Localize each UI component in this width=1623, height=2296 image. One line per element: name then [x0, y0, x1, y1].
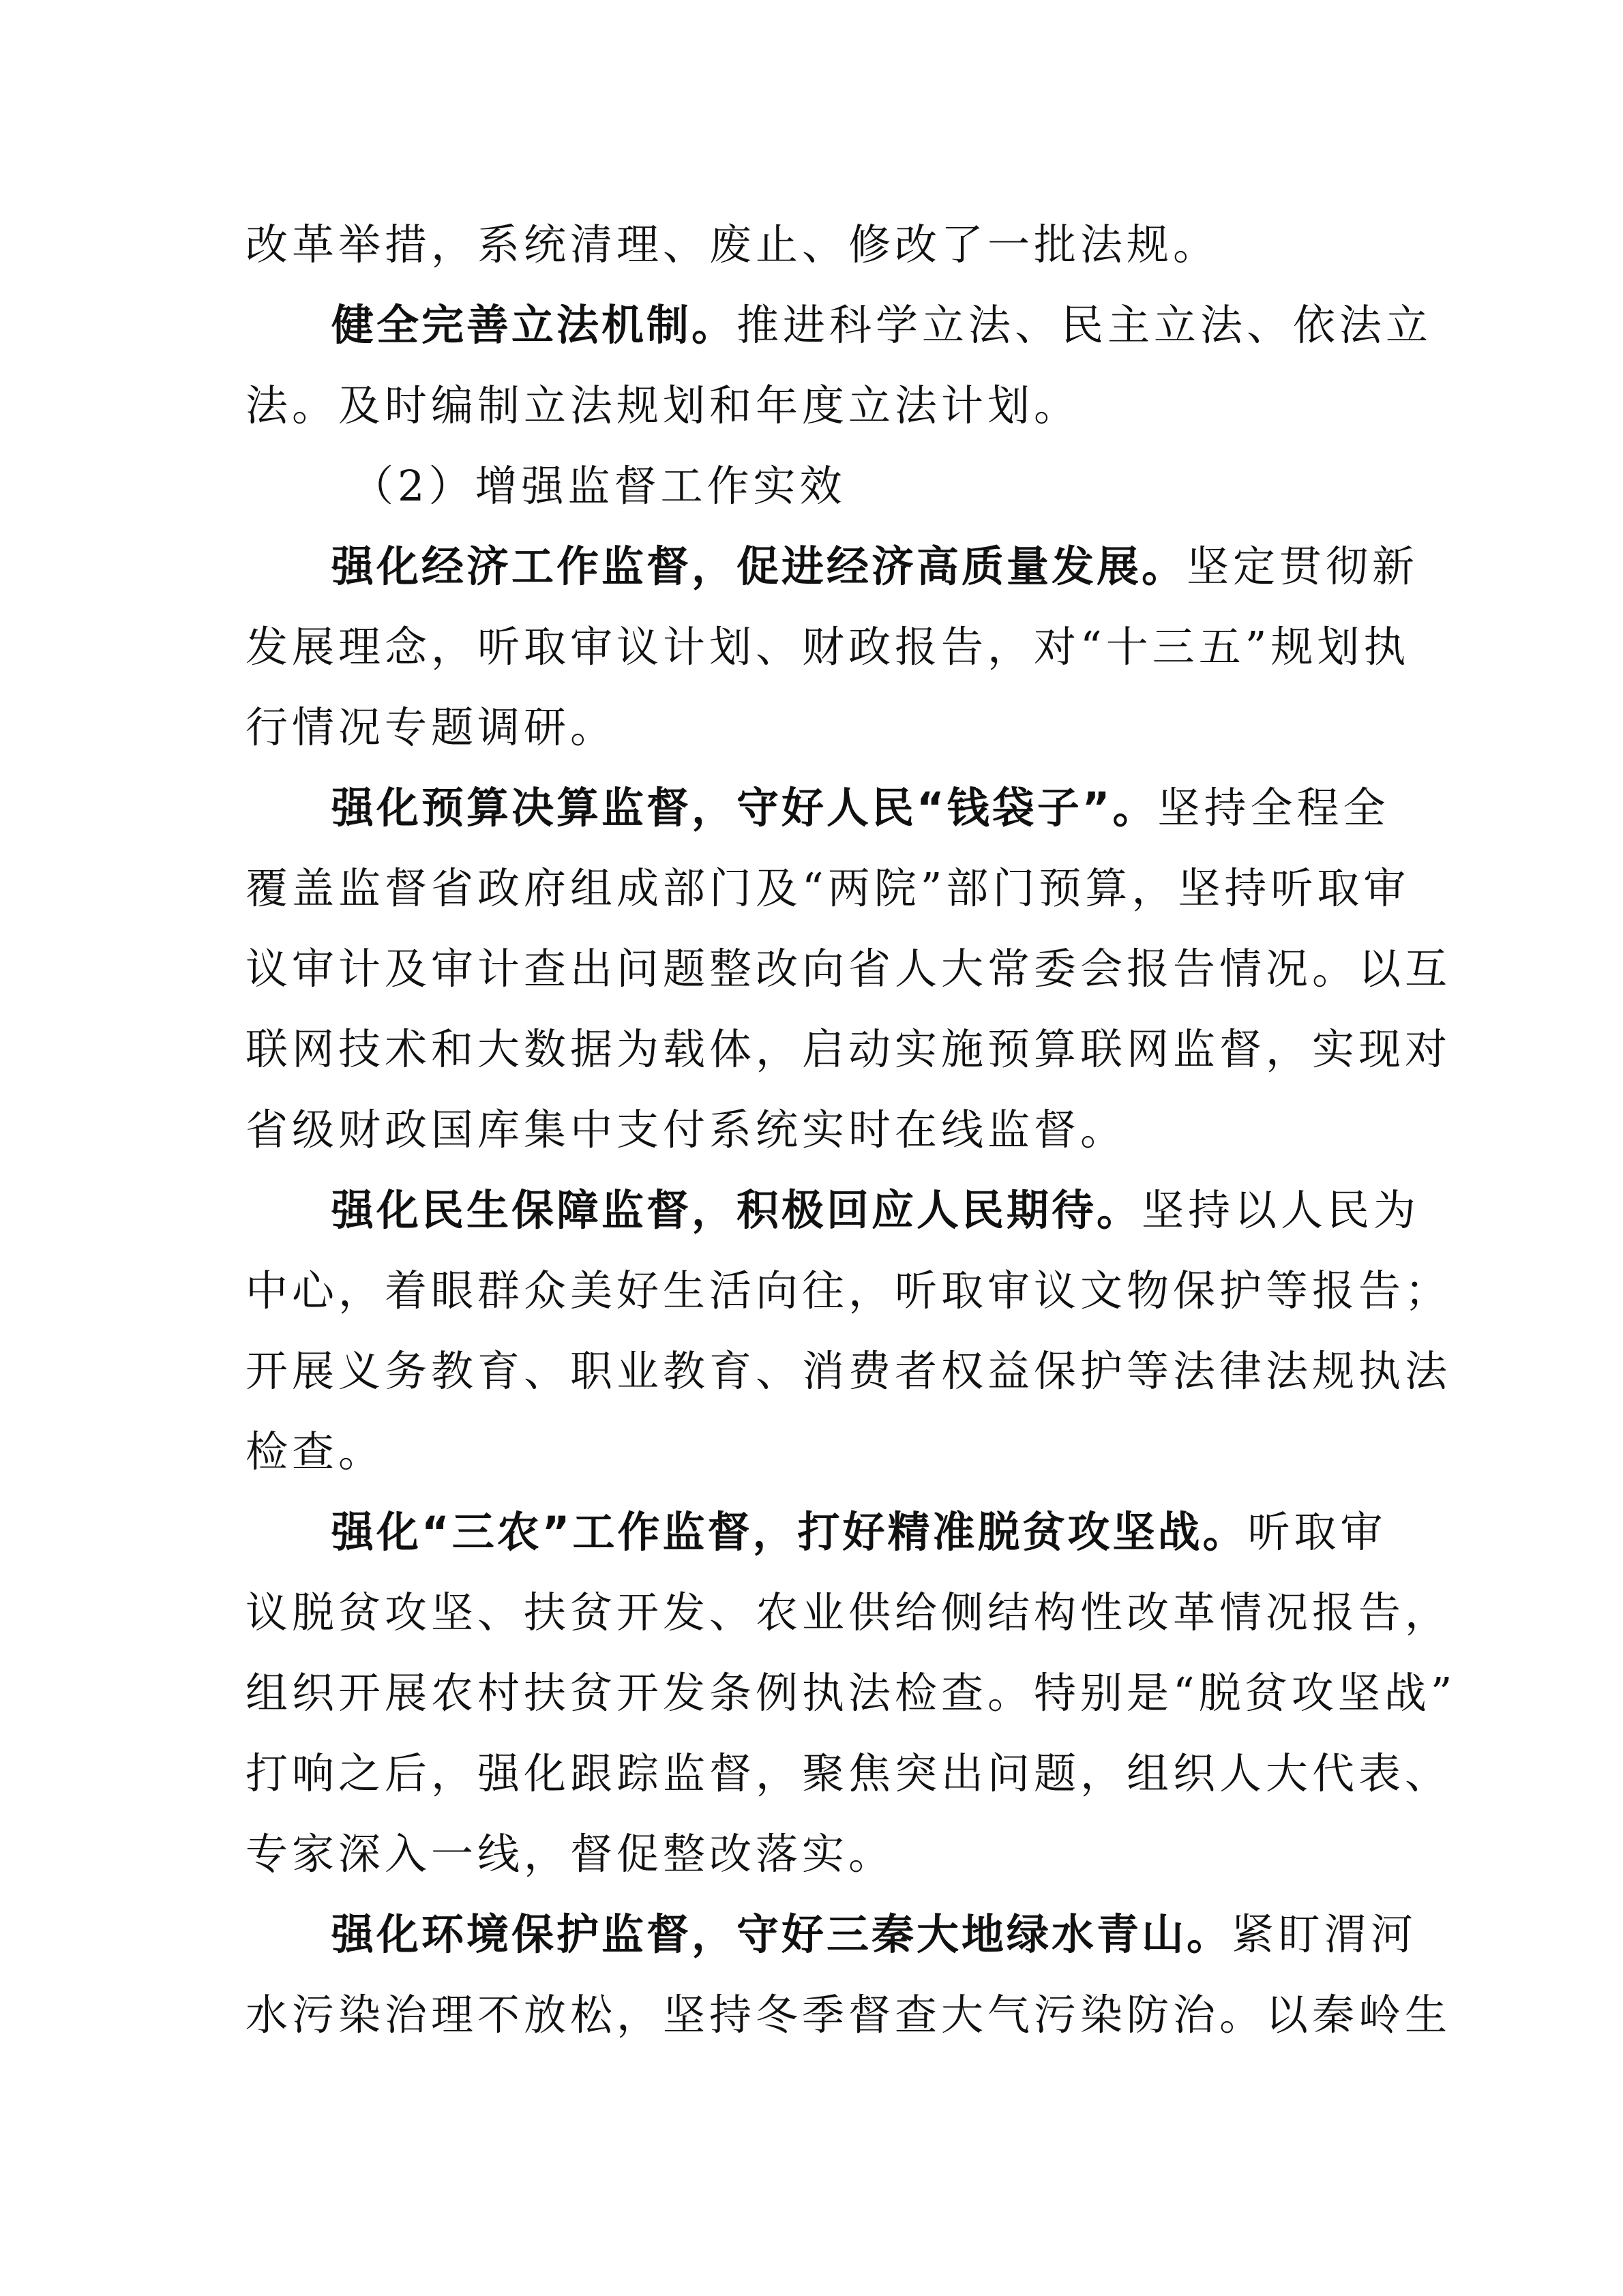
paragraph-text: 推进科学立法、民主立法、依法立 [736, 300, 1433, 350]
paragraph-text: 议审计及审计查出问题整改向省人大常委会报告情况。以互 [245, 944, 1452, 994]
paragraph-heading: 强化环境保护监督，守好三秦大地绿水青山。 [331, 1909, 1232, 1959]
text-line [245, 205, 1378, 285]
paragraph-text: 发展理念，听取审议计划、财政报告，对“十三五”规划执 [245, 622, 1410, 672]
text-line [245, 1492, 1387, 1572]
paragraph-text: 覆盖监督省政府组成部门及“两院”部门预算，坚持听取审 [245, 863, 1410, 913]
text-line [245, 929, 1452, 1009]
document-body [245, 205, 1457, 2055]
text-line [245, 1090, 1378, 1170]
paragraph-heading: 强化“三农”工作监督，打好精准脱贫攻坚战。 [331, 1507, 1248, 1557]
paragraph-text: 中心，着眼群众美好生活向往，听取审议文物保护等报告； [245, 1266, 1452, 1315]
paragraph-text: 行情况专题调研。 [245, 702, 617, 752]
text-line [245, 1894, 1418, 1975]
text-line [245, 768, 1390, 848]
text-line [245, 446, 1378, 526]
paragraph-text: 紧盯渭河 [1232, 1909, 1418, 1959]
text-line [245, 607, 1410, 687]
text-line [245, 366, 1378, 446]
text-line [245, 848, 1410, 929]
text-line [245, 1572, 1452, 1653]
text-line [245, 285, 1433, 366]
paragraph-text: 坚持以人民为 [1142, 1185, 1420, 1235]
paragraph-heading: 强化预算决算监督，守好人民“钱袋子”。 [331, 783, 1158, 833]
text-line [245, 1170, 1420, 1251]
paragraph-text: 检查。 [245, 1427, 385, 1476]
paragraph-text: 坚定贯彻新 [1187, 541, 1419, 591]
paragraph-text: （2）增强监督工作实效 [351, 461, 846, 511]
paragraph-text: 联网技术和大数据为载体，启动实施预算联网监督，实现对 [245, 1024, 1452, 1074]
text-line [245, 1009, 1452, 1090]
paragraph-text: 打响之后，强化跟踪监督，聚焦突出问题，组织人大代表、 [245, 1748, 1452, 1798]
paragraph-heading: 强化民生保障监督，积极回应人民期待。 [331, 1185, 1142, 1235]
paragraph-text: 议脱贫攻坚、扶贫开发、农业供给侧结构性改革情况报告， [245, 1587, 1452, 1637]
text-line [245, 1975, 1452, 2055]
paragraph-text: 省级财政国库集中支付系统实时在线监督。 [245, 1105, 1127, 1154]
paragraph-text: 专家深入一线，督促整改落实。 [245, 1829, 895, 1879]
text-line [245, 1412, 1378, 1492]
text-line [245, 1733, 1452, 1814]
paragraph-text: 组织开展农村扶贫开发条例执法检查。特别是“脱贫攻坚战” [245, 1668, 1457, 1718]
text-line [245, 526, 1419, 607]
text-line [245, 687, 1378, 768]
text-line [245, 1814, 1378, 1894]
paragraph-text: 法。及时编制立法规划和年度立法计划。 [245, 381, 1081, 430]
paragraph-text: 听取审 [1247, 1507, 1387, 1557]
paragraph-text: 水污染治理不放松，坚持冬季督查大气污染防治。以秦岭生 [245, 1990, 1452, 2040]
paragraph-heading: 健全完善立法机制。 [331, 300, 737, 350]
paragraph-heading: 强化经济工作监督，促进经济高质量发展。 [331, 541, 1187, 591]
text-line [245, 1331, 1452, 1412]
text-line [245, 1653, 1457, 1733]
paragraph-text: 坚持全程全 [1157, 783, 1390, 833]
paragraph-text: 改革举措，系统清理、废止、修改了一批法规。 [245, 220, 1220, 269]
paragraph-text: 开展义务教育、职业教育、消费者权益保护等法律法规执法 [245, 1346, 1452, 1396]
text-line [245, 1251, 1452, 1331]
